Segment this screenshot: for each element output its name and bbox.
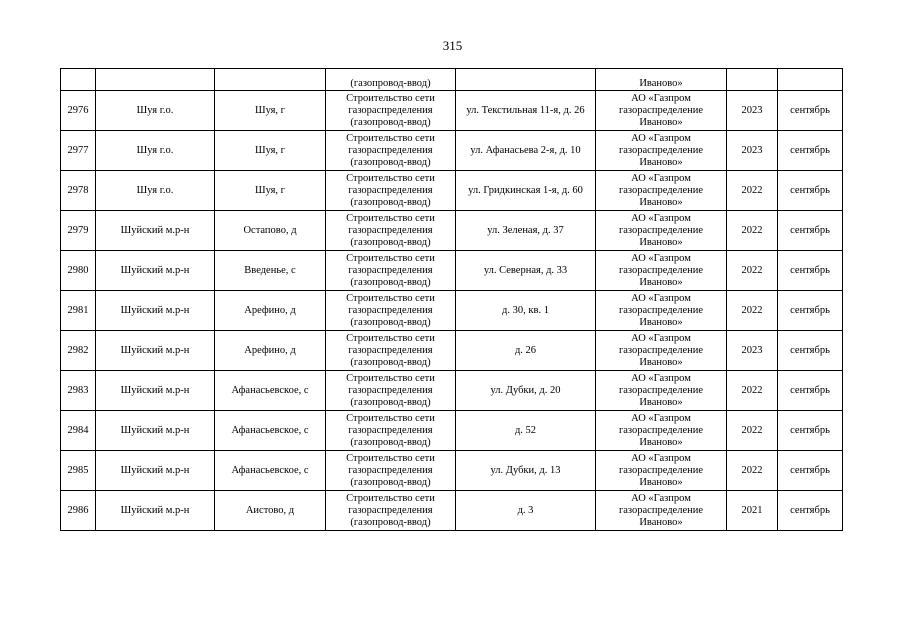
cell-locality: Афанасьевское, с (215, 371, 326, 411)
cell-locality: Шуя, г (215, 91, 326, 131)
cell-month: сентябрь (778, 171, 843, 211)
cell-year: 2023 (727, 331, 778, 371)
table-row (61, 211, 843, 251)
cell-month: сентябрь (778, 91, 843, 131)
cell-type: Строительство сети газораспределения (газопровод-ввод) (326, 411, 456, 451)
cell-num: 2978 (61, 171, 96, 211)
cell-district: Шуя г.о. (96, 131, 215, 171)
cell-district: Шуя г.о. (96, 171, 215, 211)
cell-type: Строительство сети газораспределения (газопровод-ввод) (326, 131, 456, 171)
cell-month: сентябрь (778, 251, 843, 291)
cell-year: 2023 (727, 131, 778, 171)
cell-owner: АО «Газпром газораспределение Иваново» (596, 291, 727, 331)
cell-district: Шуйский м.р-н (96, 211, 215, 251)
gas-distribution-table (60, 68, 843, 531)
cell-num: 2979 (61, 211, 96, 251)
cell-district: Шуйский м.р-н (96, 331, 215, 371)
table-row (61, 411, 843, 451)
cell-num: 2985 (61, 451, 96, 491)
table-row (61, 331, 843, 371)
cell-year: 2022 (727, 251, 778, 291)
cell-year: 2021 (727, 491, 778, 531)
cell-owner: АО «Газпром газораспределение Иваново» (596, 371, 727, 411)
cell-year: 2022 (727, 411, 778, 451)
cell-type: Строительство сети газораспределения (газопровод-ввод) (326, 371, 456, 411)
cell-address: д. 3 (456, 491, 596, 531)
cell-num (61, 69, 96, 91)
cell-owner: АО «Газпром газораспределение Иваново» (596, 411, 727, 451)
cell-year: 2022 (727, 211, 778, 251)
cell-month: сентябрь (778, 411, 843, 451)
cell-district: Шуйский м.р-н (96, 491, 215, 531)
cell-type: Строительство сети газораспределения (газопровод-ввод) (326, 171, 456, 211)
cell-address: ул. Дубки, д. 13 (456, 451, 596, 491)
cell-owner: АО «Газпром газораспределение Иваново» (596, 171, 727, 211)
table-row (61, 451, 843, 491)
table-row (61, 371, 843, 411)
cell-district: Шуйский м.р-н (96, 371, 215, 411)
cell-num: 2983 (61, 371, 96, 411)
cell-locality: Шуя, г (215, 131, 326, 171)
cell-type: (газопровод-ввод) (326, 69, 456, 91)
cell-district: Шуя г.о. (96, 91, 215, 131)
cell-address: ул. Текстильная 11-я, д. 26 (456, 91, 596, 131)
cell-owner: АО «Газпром газораспределение Иваново» (596, 491, 727, 531)
cell-num: 2977 (61, 131, 96, 171)
cell-month: сентябрь (778, 371, 843, 411)
cell-year: 2022 (727, 171, 778, 211)
cell-address: ул. Зеленая, д. 37 (456, 211, 596, 251)
cell-type: Строительство сети газораспределения (газопровод-ввод) (326, 91, 456, 131)
cell-num: 2976 (61, 91, 96, 131)
table-row (61, 251, 843, 291)
cell-year: 2022 (727, 451, 778, 491)
cell-locality: Введенье, с (215, 251, 326, 291)
cell-address: д. 52 (456, 411, 596, 451)
cell-district (96, 69, 215, 91)
cell-type: Строительство сети газораспределения (газопровод-ввод) (326, 451, 456, 491)
cell-address: д. 30, кв. 1 (456, 291, 596, 331)
cell-address (456, 69, 596, 91)
page-number: 315 (442, 38, 463, 53)
cell-locality: Аистово, д (215, 491, 326, 531)
cell-month: сентябрь (778, 331, 843, 371)
cell-year: 2022 (727, 371, 778, 411)
cell-month: сентябрь (778, 491, 843, 531)
cell-type: Строительство сети газораспределения (газопровод-ввод) (326, 331, 456, 371)
cell-year (727, 69, 778, 91)
cell-type: Строительство сети газораспределения (газопровод-ввод) (326, 211, 456, 251)
cell-address: ул. Дубки, д. 20 (456, 371, 596, 411)
cell-district: Шуйский м.р-н (96, 451, 215, 491)
cell-month: сентябрь (778, 291, 843, 331)
cell-num: 2984 (61, 411, 96, 451)
cell-month: сентябрь (778, 451, 843, 491)
cell-month (778, 69, 843, 91)
cell-owner: АО «Газпром газораспределение Иваново» (596, 211, 727, 251)
cell-num: 2982 (61, 331, 96, 371)
cell-month: сентябрь (778, 131, 843, 171)
cell-locality: Афанасьевское, с (215, 451, 326, 491)
table-row (61, 171, 843, 211)
cell-locality: Шуя, г (215, 171, 326, 211)
cell-address: ул. Гридкинская 1-я, д. 60 (456, 171, 596, 211)
cell-locality (215, 69, 326, 91)
cell-type: Строительство сети газораспределения (газопровод-ввод) (326, 491, 456, 531)
cell-month: сентябрь (778, 211, 843, 251)
cell-num: 2986 (61, 491, 96, 531)
cell-type: Строительство сети газораспределения (газопровод-ввод) (326, 251, 456, 291)
cell-owner: АО «Газпром газораспределение Иваново» (596, 331, 727, 371)
cell-num: 2981 (61, 291, 96, 331)
cell-locality: Арефино, д (215, 291, 326, 331)
cell-district: Шуйский м.р-н (96, 251, 215, 291)
cell-owner: АО «Газпром газораспределение Иваново» (596, 131, 727, 171)
cell-year: 2022 (727, 291, 778, 331)
cell-num: 2980 (61, 251, 96, 291)
cell-owner: АО «Газпром газораспределение Иваново» (596, 91, 727, 131)
cell-address: ул. Афанасьева 2-я, д. 10 (456, 131, 596, 171)
cell-district: Шуйский м.р-н (96, 411, 215, 451)
cell-address: ул. Северная, д. 33 (456, 251, 596, 291)
cell-owner: Иваново» (596, 69, 727, 91)
table-row (61, 131, 843, 171)
table-row (61, 491, 843, 531)
table-row (61, 291, 843, 331)
table-row (61, 91, 843, 131)
cell-owner: АО «Газпром газораспределение Иваново» (596, 251, 727, 291)
cell-district: Шуйский м.р-н (96, 291, 215, 331)
cell-locality: Остапово, д (215, 211, 326, 251)
cell-locality: Арефино, д (215, 331, 326, 371)
cell-locality: Афанасьевское, с (215, 411, 326, 451)
cell-year: 2023 (727, 91, 778, 131)
cell-type: Строительство сети газораспределения (газопровод-ввод) (326, 291, 456, 331)
cell-address: д. 26 (456, 331, 596, 371)
cell-owner: АО «Газпром газораспределение Иваново» (596, 451, 727, 491)
table-row-continuation (61, 69, 843, 91)
